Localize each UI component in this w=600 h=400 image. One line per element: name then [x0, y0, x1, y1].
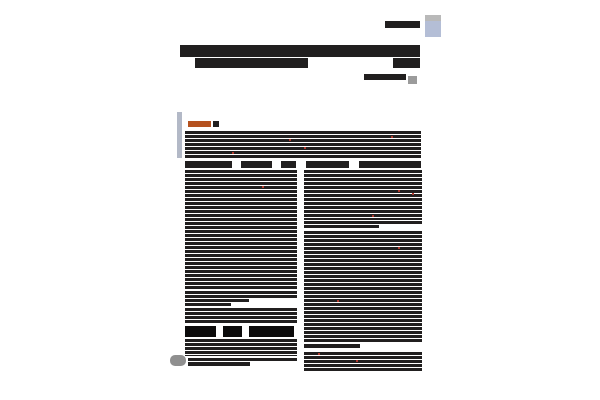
right-paragraph — [304, 170, 422, 220]
citation-mark — [318, 353, 320, 355]
keyword-chunk — [359, 161, 421, 168]
byline-marker-icon — [408, 76, 417, 84]
right-paragraph — [304, 231, 422, 343]
keyword-chunk — [281, 161, 296, 168]
article-label-suffix — [213, 121, 219, 127]
left-paragraph — [185, 339, 297, 356]
right-line — [304, 225, 379, 228]
byline-text — [364, 74, 406, 80]
citation-mark — [412, 193, 414, 195]
section-heading — [185, 326, 216, 337]
citation-mark — [372, 215, 374, 217]
left-line — [185, 299, 249, 302]
left-line — [188, 362, 250, 366]
left-paragraph — [185, 170, 297, 290]
section-heading — [249, 326, 294, 337]
left-line — [185, 303, 231, 306]
journal-wordmark — [385, 21, 420, 28]
footer-mark-icon — [170, 355, 186, 366]
abstract-text — [185, 131, 421, 159]
citation-mark — [356, 360, 358, 362]
keyword-chunk — [241, 161, 272, 168]
margin-accent-bar — [177, 112, 182, 158]
journal-logo-icon — [425, 15, 441, 37]
citation-mark — [391, 136, 393, 138]
paper-title-line1 — [180, 45, 420, 57]
keyword-chunk — [306, 161, 349, 168]
article-label — [188, 121, 211, 127]
right-paragraph — [304, 352, 422, 372]
citation-mark — [289, 139, 291, 141]
left-line — [185, 291, 297, 294]
section-heading — [223, 326, 242, 337]
paper-title-line2-end — [393, 58, 420, 68]
citation-mark — [262, 186, 264, 188]
right-line — [304, 344, 360, 348]
left-line — [185, 295, 297, 298]
right-line — [304, 221, 422, 224]
citation-mark — [232, 152, 234, 154]
citation-mark — [337, 300, 339, 302]
paper-title-line2 — [195, 58, 308, 68]
left-line — [188, 358, 297, 361]
citation-mark — [398, 190, 400, 192]
left-paragraph — [185, 308, 297, 324]
keyword-chunk — [185, 161, 232, 168]
citation-mark — [304, 147, 306, 149]
citation-mark — [398, 247, 400, 249]
